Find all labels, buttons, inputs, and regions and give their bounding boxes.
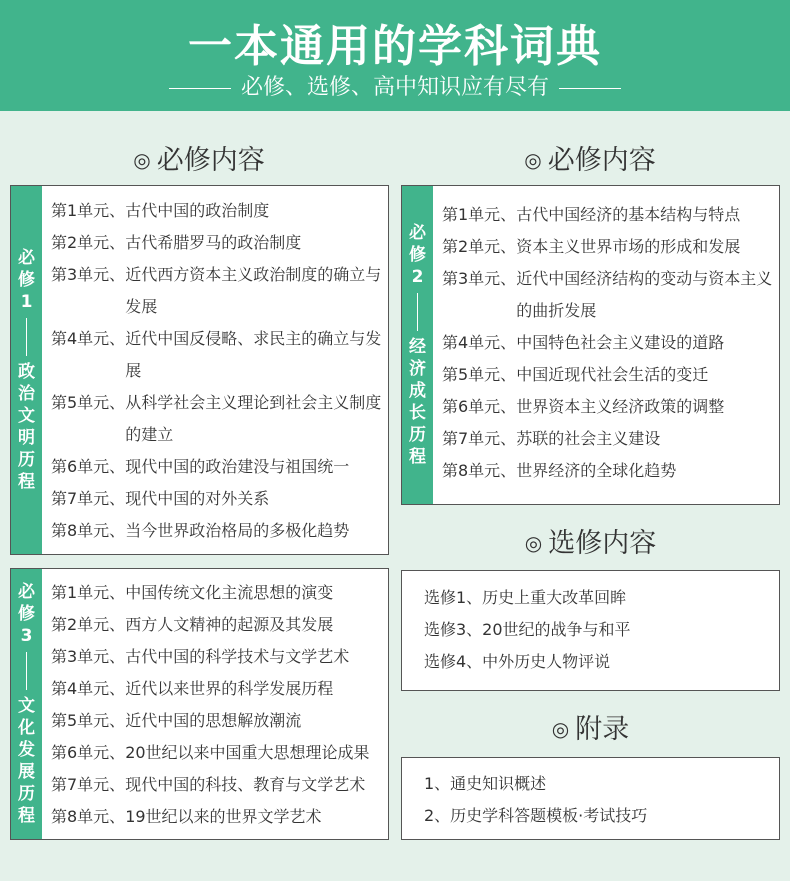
list-item: 第6单元、 现代中国的政治建没与祖国统一 — [51, 457, 350, 476]
elective-list — [424, 582, 631, 678]
list-item: 第7单元、 现代中国的科技、教育与文学艺术 — [51, 775, 366, 794]
module-card-required-1 — [10, 185, 389, 555]
unit-list — [51, 577, 388, 833]
section-label: 必修内容 — [156, 145, 265, 176]
unit-list — [51, 195, 388, 547]
subtitle-left-rule — [169, 88, 231, 89]
list-item: 第1单元、 古代中国经济的基本结构与特点 — [442, 205, 741, 224]
list-item: 第5单元、 近代中国的思想解放潮流 — [51, 711, 302, 730]
list-item: 选修4、中外历史人物评说 — [424, 652, 611, 671]
page-title: 一本通用的学科词典 — [188, 21, 602, 72]
module-tag: 必 修 3 文 化 发 展 历 程 — [11, 569, 42, 839]
list-item: 第8单元、 19世纪以来的世界文学艺术 — [51, 807, 322, 826]
module-card-required-2 — [401, 185, 780, 505]
tag-divider — [26, 318, 27, 356]
section-title-required-right — [401, 138, 779, 177]
module-card-required-3 — [10, 568, 389, 840]
subtitle-text: 必修、选修、高中知识应有尽有 — [240, 75, 549, 100]
page-subtitle — [0, 70, 790, 101]
list-item: 第5单元、 中国近现代社会生活的变迁 — [442, 365, 709, 384]
unit-list — [442, 199, 779, 487]
subtitle-right-rule — [559, 88, 621, 89]
circle-marker-icon: ◎ — [133, 148, 151, 172]
tag-divider — [26, 652, 27, 690]
list-item: 第8单元、 当今世界政治格局的多极化趋势 — [51, 521, 350, 540]
list-item: 第4单元、 中国特色社会主义建设的道路 — [442, 333, 725, 352]
circle-marker-icon: ◎ — [551, 717, 570, 741]
list-item: 选修1、历史上重大改革回眸 — [424, 588, 627, 607]
section-label: 必修内容 — [547, 145, 656, 176]
elective-card — [401, 570, 780, 691]
list-item: 第2单元、 资本主义世界市场的形成和发展 — [442, 237, 741, 256]
section-title-required-left — [10, 138, 388, 177]
circle-marker-icon: ◎ — [524, 148, 542, 172]
list-item: 第3单元、 近代西方资本主义政治制度的确立与发展 — [51, 265, 382, 316]
list-item: 第4单元、 近代以来世界的科学发展历程 — [51, 679, 334, 698]
list-item: 第8单元、 世界经济的全球化趋势 — [442, 461, 677, 480]
appendix-list — [424, 768, 647, 832]
section-title-appendix — [401, 707, 780, 746]
list-item: 1、通史知识概述 — [424, 774, 547, 793]
list-item: 第1单元、 古代中国的政治制度 — [51, 201, 270, 220]
section-label: 选修内容 — [548, 528, 657, 559]
list-item: 2、历史学科答题模板·考试技巧 — [424, 806, 648, 825]
tag-divider — [417, 293, 418, 331]
list-item: 第5单元、 从科学社会主义理论到社会主义制度的建立 — [51, 393, 382, 444]
list-item: 选修3、20世纪的战争与和平 — [424, 620, 631, 639]
list-item: 第4单元、 近代中国反侵略、求民主的确立与发展 — [51, 329, 382, 380]
circle-marker-icon: ◎ — [524, 531, 543, 555]
list-item: 第1单元、 中国传统文化主流思想的演变 — [51, 583, 334, 602]
list-item: 第3单元、 近代中国经济结构的变动与资本主义的曲折发展 — [442, 269, 773, 320]
list-item: 第2单元、 古代希腊罗马的政治制度 — [51, 233, 302, 252]
list-item: 第2单元、 西方人文精神的起源及其发展 — [51, 615, 334, 634]
header-banner — [0, 0, 790, 111]
module-tag: 必 修 1 政 治 文 明 历 程 — [11, 186, 42, 554]
list-item: 第7单元、 现代中国的对外关系 — [51, 489, 270, 508]
section-label: 附录 — [575, 714, 630, 745]
section-title-elective — [401, 521, 780, 560]
list-item: 第3单元、 古代中国的科学技术与文学艺术 — [51, 647, 350, 666]
appendix-card — [401, 757, 780, 840]
list-item: 第6单元、 世界资本主义经济政策的调整 — [442, 397, 725, 416]
module-tag: 必 修 2 经 济 成 长 历 程 — [402, 186, 433, 504]
list-item: 第7单元、 苏联的社会主义建设 — [442, 429, 661, 448]
list-item: 第6单元、 20世纪以来中国重大思想理论成果 — [51, 743, 370, 762]
